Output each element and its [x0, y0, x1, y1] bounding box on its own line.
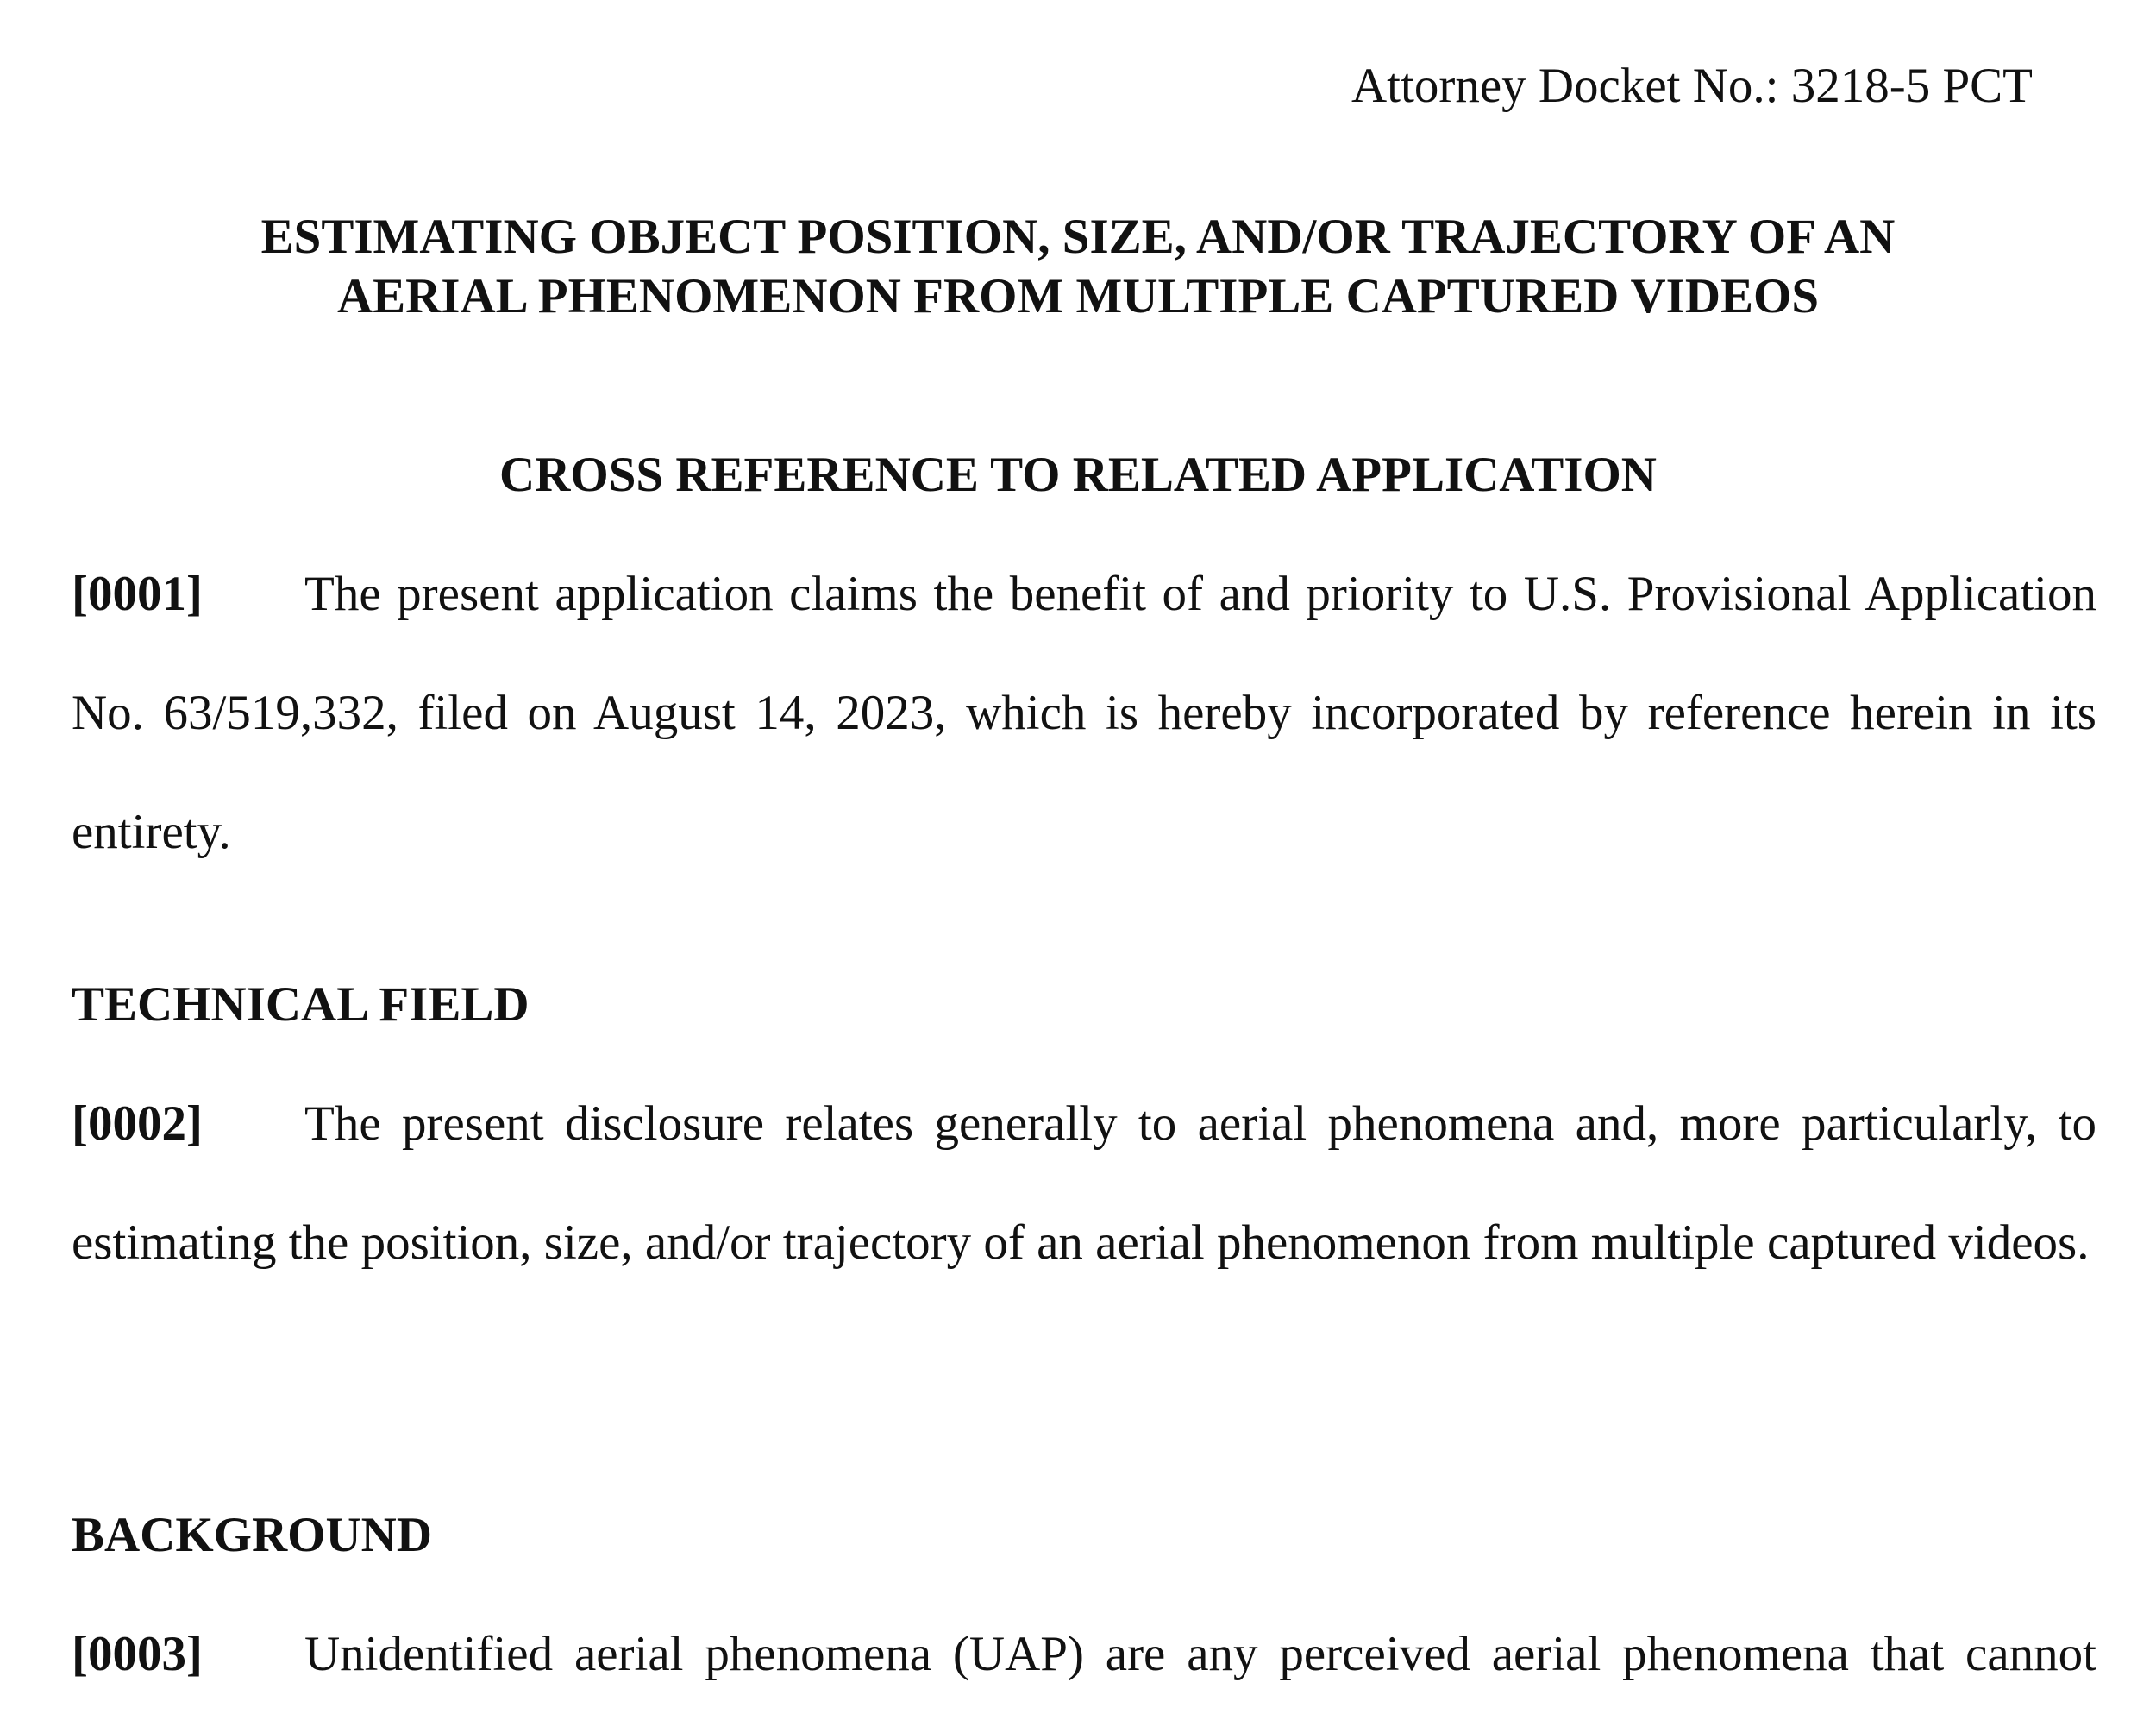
paragraph-0002 — [72, 1064, 2096, 1303]
paragraph-text: Unidentified aerial phenomena (UAP) are any perceived aerial phenomena that cannot — [304, 1627, 2096, 1681]
paragraph-number: [0003] — [72, 1627, 203, 1681]
paragraph-number: [0002] — [72, 1096, 203, 1151]
heading-background: BACKGROUND — [72, 1508, 433, 1562]
paragraph-0003 — [72, 1595, 2096, 1714]
paragraph-0001 — [72, 535, 2096, 892]
paragraph-text: The present application claims the benefit of and priority to U.S. Provisional Application No. 63/519,332, filed on August 14, 2023, which is hereby incorporated by reference herein in its entirety. — [72, 567, 2096, 859]
heading-cross-reference: CROSS REFERENCE TO RELATED APPLICATION — [499, 448, 1657, 502]
heading-technical-field: TECHNICAL FIELD — [72, 977, 530, 1032]
title-line-1: ESTIMATING OBJECT POSITION, SIZE, AND/OR TRAJECTORY OF AN — [260, 210, 1896, 264]
paragraph-number: [0001] — [72, 567, 203, 621]
attorney-docket-number: Attorney Docket No.: 3218-5 PCT — [1351, 59, 2033, 113]
paragraph-text: The present disclosure relates generally to aerial phenomena and, more particularly, to estimating the position, size, and/or trajectory of an aerial phenomenon from multiple captured videos. — [72, 1096, 2096, 1270]
title-line-2: AERIAL PHENOMENON FROM MULTIPLE CAPTURED VIDEOS — [336, 269, 1820, 323]
document-title — [0, 207, 2156, 326]
